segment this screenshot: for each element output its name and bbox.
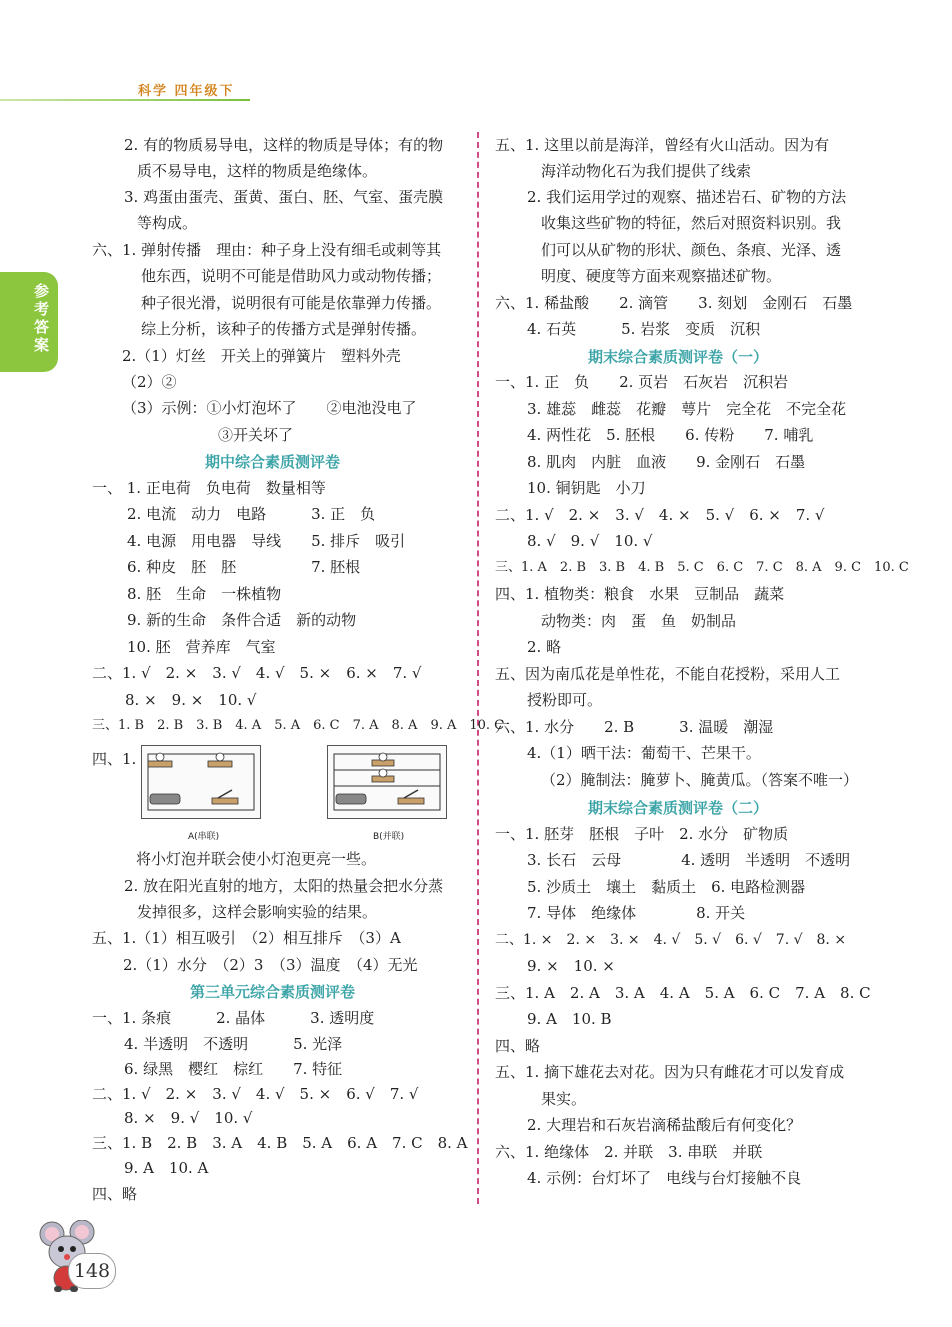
text-line: 3. 鸡蛋由蛋壳、蛋黄、蛋白、胚、气室、蛋壳膜 [124, 188, 444, 206]
text-line: 收集这些矿物的特征，然后对照资料识别。我 [541, 214, 842, 232]
text-line: 8. 肌肉 内脏 血液 9. 金刚石 石墨 [527, 453, 806, 471]
text-line: 4.（1）晒干法：葡萄干、芒果干。 [527, 744, 761, 762]
text-line: 8. × 9. × 10. √ [125, 691, 257, 709]
text-line: 8. 胚 生命 一株植物 [127, 585, 282, 603]
side-tab [0, 272, 58, 372]
text-line: 种子很光滑，说明很有可能是依靠弹力传播。 [141, 294, 442, 312]
text-line: 4. 两性花 5. 胚根 6. 传粉 7. 哺乳 [527, 426, 814, 444]
text-line: 一、1. 胚芽 胚根 子叶 2. 水分 矿物质 [495, 825, 789, 843]
text-line: 质不易导电，这样的物质是绝缘体。 [137, 162, 378, 180]
side-tab-label: 参考答案 [34, 282, 50, 354]
text-line: 发掉很多，这样会影响实验的结果。 [137, 903, 378, 921]
text-line: 一、 1. 正电荷 负电荷 数量相等 [92, 479, 326, 497]
text-line: 2. 有的物质易导电，这样的物质是导体；有的物 [124, 136, 444, 154]
page-number: 148 [68, 1253, 116, 1289]
text-line: 六、1. 稀盐酸 2. 滴管 3. 刻划 金刚石 石墨 [495, 294, 853, 312]
text-line: 六、1. 弹射传播 理由：种子身上没有细毛或刺等其 [92, 241, 442, 259]
text-line: 海洋动物化石为我们提供了线索 [541, 162, 752, 180]
text-line: 2. 电流 动力 电路 3. 正 负 [127, 505, 376, 523]
header-rule [0, 99, 250, 101]
text-line: 9. 新的生命 条件合适 新的动物 [127, 611, 357, 629]
header-title: 科学 四年级下 [138, 84, 235, 99]
figure-caption: A(串联) [188, 832, 220, 842]
text-line: 六、1. 水分 2. B 3. 温暖 潮湿 [495, 718, 774, 736]
text-line: 2. 放在阳光直射的地方，太阳的热量会把水分蒸 [124, 877, 444, 895]
text-line: 10. 铜钥匙 小刀 [527, 479, 646, 497]
text-line: 二、1. √ 2. × 3. √ 4. × 5. √ 6. × 7. √ [495, 506, 825, 524]
text-line: 综上分析，该种子的传播方式是弹射传播。 [141, 320, 427, 338]
text-line: 等构成。 [137, 214, 198, 232]
text-line: 二、1. × 2. × 3. × 4. √ 5. √ 6. √ 7. √ 8. × [495, 932, 847, 948]
text-line: 授粉即可。 [527, 691, 603, 709]
text-line: 五、因为南瓜花是单性花，不能自花授粉，采用人工 [495, 665, 841, 683]
text-line: 2.（1）灯丝 开关上的弹簧片 塑料外壳 [122, 347, 401, 365]
text-line: 9. A 10. B [527, 1010, 612, 1028]
text-line: （2）腌制法：腌萝卜、腌黄瓜。（答案不唯一） [541, 771, 859, 789]
text-line: 们可以从矿物的形状、颜色、条痕、光泽、透 [541, 241, 842, 259]
text-line: 2. 我们运用学过的观察、描述岩石、矿物的方法 [527, 188, 847, 206]
text-line: 将小灯泡并联会使小灯泡更亮一些。 [136, 850, 377, 868]
text-line: 10. 胚 营养库 气室 [127, 638, 276, 656]
text-line: 四、1. [92, 750, 137, 768]
text-line: 一、1. 正 负 2. 页岩 石灰岩 沉积岩 [495, 373, 789, 391]
circuit-figure-series [141, 745, 261, 819]
text-line: 4. 示例：台灯坏了 电线与台灯接触不良 [527, 1169, 802, 1187]
text-line: 一、1. 条痕 2. 晶体 3. 透明度 [92, 1009, 375, 1027]
text-line: 明度、硬度等方面来观察描述矿物。 [541, 267, 782, 285]
text-line: 2. 大理岩和石灰岩滴稀盐酸后有何变化？ [527, 1116, 802, 1134]
text-line: 二、1. √ 2. × 3. √ 4. √ 5. × 6. × 7. √ [92, 664, 422, 682]
circuit-figure-parallel [327, 745, 447, 819]
text-line: 三、1. A 2. A 3. A 4. A 5. A 6. C 7. A 8. C [495, 984, 871, 1002]
text-line: 三、1. B 2. B 3. A 4. B 5. A 6. A 7. C 8. A [92, 1134, 468, 1152]
text-line: 四、略 [495, 1037, 541, 1055]
text-line: 9. A 10. A [124, 1159, 209, 1177]
column-divider [477, 132, 479, 1204]
text-line: 3. 长石 云母 4. 透明 半透明 不透明 [527, 851, 851, 869]
section-title: 期中综合素质测评卷 [205, 453, 341, 471]
text-line: 五、1.（1）相互吸引 （2）相互排斥 （3）A [92, 929, 401, 947]
text-line: 5. 沙质土 壤土 黏质土 6. 电路检测器 [527, 878, 806, 896]
section-title: 第三单元综合素质测评卷 [190, 983, 356, 1001]
text-line: 四、略 [92, 1185, 138, 1203]
text-line: 4. 半透明 不透明 5. 光泽 [124, 1035, 343, 1053]
text-line: 2. 略 [527, 638, 562, 656]
text-line: 他东西，说明不可能是借助风力或动物传播； [141, 267, 442, 285]
text-line: 2.（1）水分 （2）3 （3）温度 （4）无光 [123, 956, 418, 974]
text-line: 6. 种皮 胚 胚 7. 胚根 [127, 558, 361, 576]
text-line: （3）示例：①小灯泡坏了 ②电池没电了 [122, 399, 417, 417]
text-line: 动物类：肉 蛋 鱼 奶制品 [541, 612, 737, 630]
text-line: 五、1. 这里以前是海洋，曾经有火山活动。因为有 [495, 136, 830, 154]
text-line: 9. × 10. × [527, 957, 615, 975]
text-line: 果实。 [541, 1090, 587, 1108]
section-title: 期末综合素质测评卷（一） [588, 348, 769, 366]
section-title: 期末综合素质测评卷（二） [588, 799, 769, 817]
text-line: 4. 石英 5. 岩浆 变质 沉积 [527, 320, 761, 338]
text-line: ③开关坏了 [218, 426, 294, 444]
text-line: 五、1. 摘下雄花去对花。因为只有雌花才可以发育成 [495, 1063, 845, 1081]
text-line: 六、1. 绝缘体 2. 并联 3. 串联 并联 [495, 1143, 763, 1161]
text-line: 四、1. 植物类：粮食 水果 豆制品 蔬菜 [495, 585, 785, 603]
text-line: 6. 绿黑 樱红 棕红 7. 特征 [124, 1060, 343, 1078]
text-line: 二、1. √ 2. × 3. √ 4. √ 5. × 6. √ 7. √ [92, 1085, 419, 1103]
text-line: 7. 导体 绝缘体 8. 开关 [527, 904, 746, 922]
text-line: （2）② [122, 373, 177, 391]
text-line: 8. × 9. √ 10. √ [124, 1109, 253, 1127]
figure-caption: B(并联) [373, 832, 405, 842]
text-line: 三、1. A 2. B 3. B 4. B 5. C 6. C 7. C 8. A 9. C 10. C [495, 560, 909, 575]
text-line: 3. 雄蕊 雌蕊 花瓣 萼片 完全花 不完全花 [527, 400, 847, 418]
text-line: 三、1. B 2. B 3. B 4. A 5. A 6. C 7. A 8. A 9. A 10. C [92, 718, 505, 733]
text-line: 8. √ 9. √ 10. √ [527, 532, 653, 550]
text-line: 4. 电源 用电器 导线 5. 排斥 吸引 [127, 532, 406, 550]
